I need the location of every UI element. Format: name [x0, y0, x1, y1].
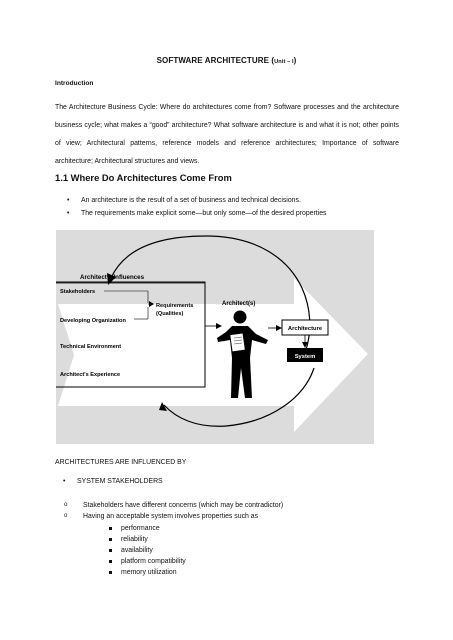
list-item: o Stakeholders have different concerns (which may be contradictor)	[64, 500, 404, 511]
abc-diagram	[56, 230, 374, 444]
system-label: System	[294, 354, 316, 360]
influences-label: Architect's Influences	[80, 274, 145, 281]
influenced-heading: ARCHITECTURES ARE INFLUENCED BY	[55, 459, 187, 466]
architecture-label: Architecture	[287, 326, 323, 332]
qualities-label: (Qualities)	[156, 311, 184, 317]
section-heading: 1.1 Where Do Architectures Come From	[55, 172, 232, 183]
list-item: memory utilization	[109, 567, 186, 578]
dev-org-label: Developing Organization	[60, 318, 126, 324]
tech-env-label: Technical Environment	[60, 344, 122, 350]
stakeholders-label: Stakeholders	[60, 289, 96, 295]
title-text: SOFTWARE ARCHITECTURE (	[156, 56, 275, 65]
bullet-list	[67, 195, 397, 220]
list-item: platform compatibility	[109, 556, 186, 567]
list-item: • The requirements make explicit some—but only some—of the desired properties	[67, 208, 397, 221]
document-title	[0, 56, 453, 65]
title-close: )	[293, 56, 297, 65]
experience-label: Architect's Experience	[60, 372, 121, 378]
title-unit: Unit – I	[274, 59, 294, 65]
intro-paragraph: The Architecture Business Cycle: Where do architectures come from? Software processes and the architecture business cycle; what makes a “good” architecture? What software architecture is and what it is not; other points of view; Architectural patterns, reference models and reference architectures; Importance of software architecture; Architectural structures and views.	[55, 104, 399, 165]
abc-figure	[56, 230, 374, 444]
stakeholders-text: SYSTEM STAKEHOLDERS	[77, 478, 163, 485]
list-item: performance	[109, 523, 186, 534]
list-item: o Having an acceptable system involves properties such as	[64, 511, 404, 522]
list-item: reliability	[109, 534, 186, 545]
list-item: availability	[109, 545, 186, 556]
properties-list	[109, 523, 186, 578]
intro-heading: Introduction	[55, 80, 94, 87]
requirements-label: Requirements	[156, 303, 194, 309]
architects-label: Architect(s)	[222, 301, 256, 307]
bullet-dot: •	[63, 478, 66, 485]
list-item: • An architecture is the result of a set of business and technical decisions.	[67, 195, 397, 208]
sub-bullet-list	[64, 500, 404, 522]
